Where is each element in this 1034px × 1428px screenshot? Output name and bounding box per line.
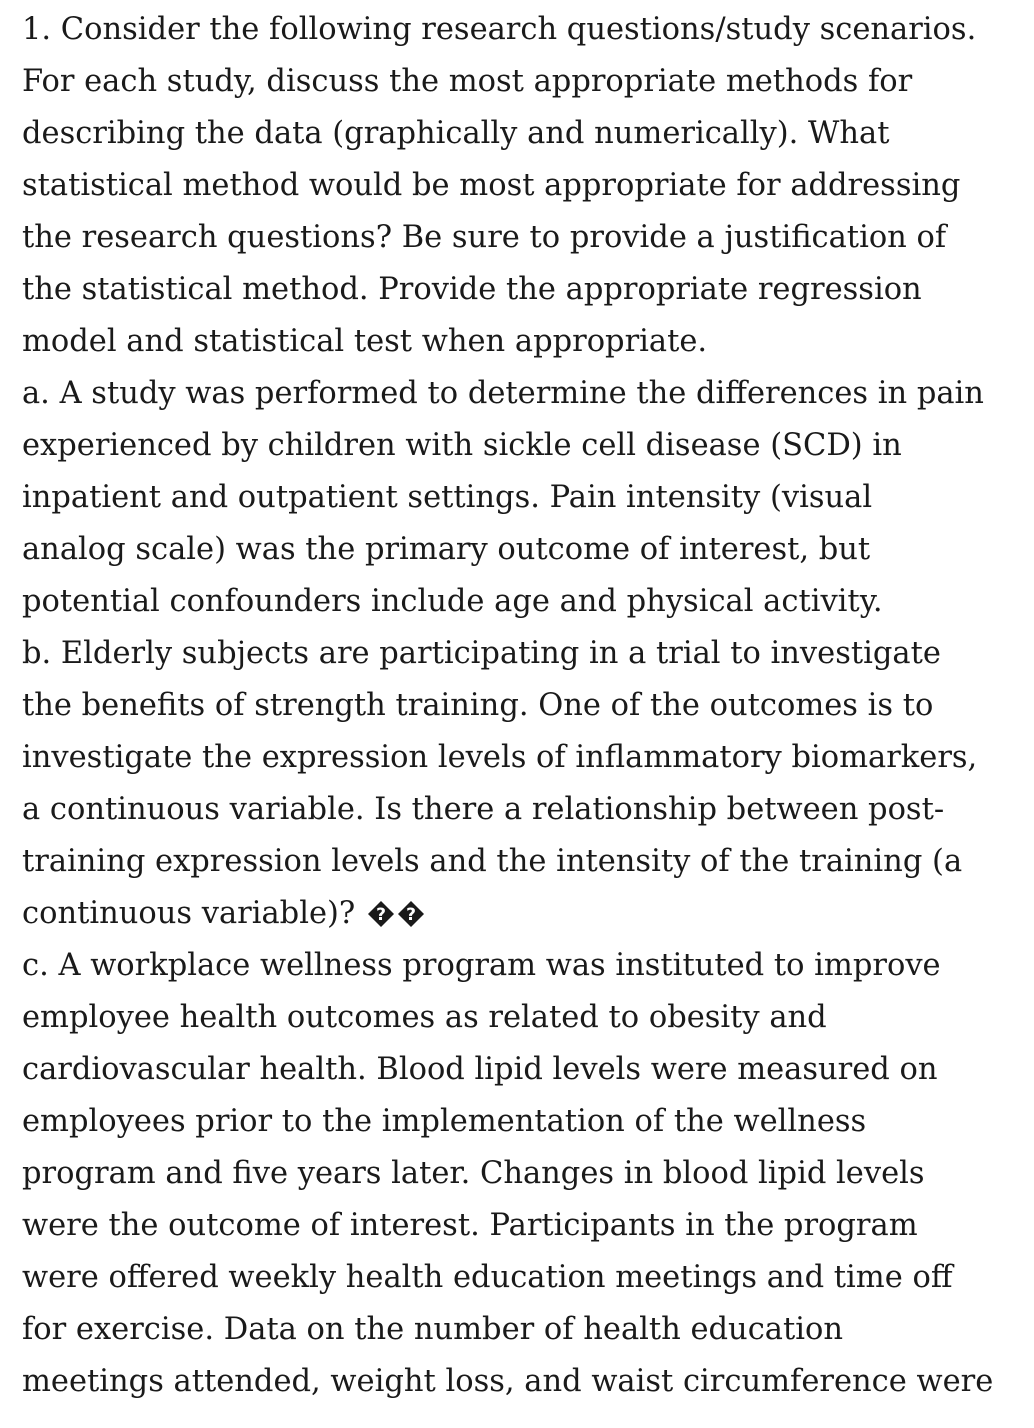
text-line: c. A workplace wellness program was instituted to improve xyxy=(22,948,941,983)
text-line: were offered weekly health education meetings and time off xyxy=(22,1260,953,1295)
question-intro xyxy=(22,4,1022,368)
text-line: program and five years later. Changes in blood lipid levels xyxy=(22,1156,925,1191)
text-line: training expression levels and the intensity of the training (a xyxy=(22,844,963,879)
text-line: cardiovascular health. Blood lipid levels were measured on xyxy=(22,1052,938,1087)
text-line: 1. Consider the following research questions/study scenarios. xyxy=(22,12,977,47)
text-line: a continuous variable. Is there a relationship between post- xyxy=(22,792,945,827)
text-line: analog scale) was the primary outcome of interest, but xyxy=(22,532,871,567)
replacement-character-icon xyxy=(367,900,395,928)
text-line: continuous variable)? xyxy=(22,896,365,931)
text-line: employee health outcomes as related to obesity and xyxy=(22,1000,827,1035)
text-line: inpatient and outpatient settings. Pain intensity (visual xyxy=(22,480,873,515)
question-document xyxy=(22,4,1022,1408)
svg-text:?: ? xyxy=(406,905,416,925)
text-line: statistical method would be most appropriate for addressing xyxy=(22,168,961,203)
text-line: for exercise. Data on the number of health education xyxy=(22,1312,843,1347)
question-part-b xyxy=(22,628,1022,940)
text-line: meetings attended, weight loss, and waist circumference were xyxy=(22,1364,994,1399)
text-line: b. Elderly subjects are participating in a trial to investigate xyxy=(22,636,941,671)
text-line: were the outcome of interest. Participants in the program xyxy=(22,1208,918,1243)
replacement-character-icon xyxy=(397,900,425,928)
text-line: For each study, discuss the most appropriate methods for xyxy=(22,64,913,99)
text-line: employees prior to the implementation of the wellness xyxy=(22,1104,867,1139)
question-part-c xyxy=(22,940,1022,1408)
text-line: model and statistical test when appropriate. xyxy=(22,324,708,359)
text-line: the statistical method. Provide the appropriate regression xyxy=(22,272,922,307)
text-line-with-glyphs xyxy=(22,888,1022,940)
text-line: a. A study was performed to determine the differences in pain xyxy=(22,376,984,411)
text-line: potential confounders include age and physical activity. xyxy=(22,584,883,619)
text-line: the benefits of strength training. One of the outcomes is to xyxy=(22,688,934,723)
svg-text:?: ? xyxy=(376,905,386,925)
question-part-a xyxy=(22,368,1022,628)
text-line: experienced by children with sickle cell disease (SCD) in xyxy=(22,428,902,463)
text-line: the research questions? Be sure to provide a justification of xyxy=(22,220,947,255)
text-line: investigate the expression levels of inflammatory biomarkers, xyxy=(22,740,978,775)
text-line: describing the data (graphically and numerically). What xyxy=(22,116,890,151)
